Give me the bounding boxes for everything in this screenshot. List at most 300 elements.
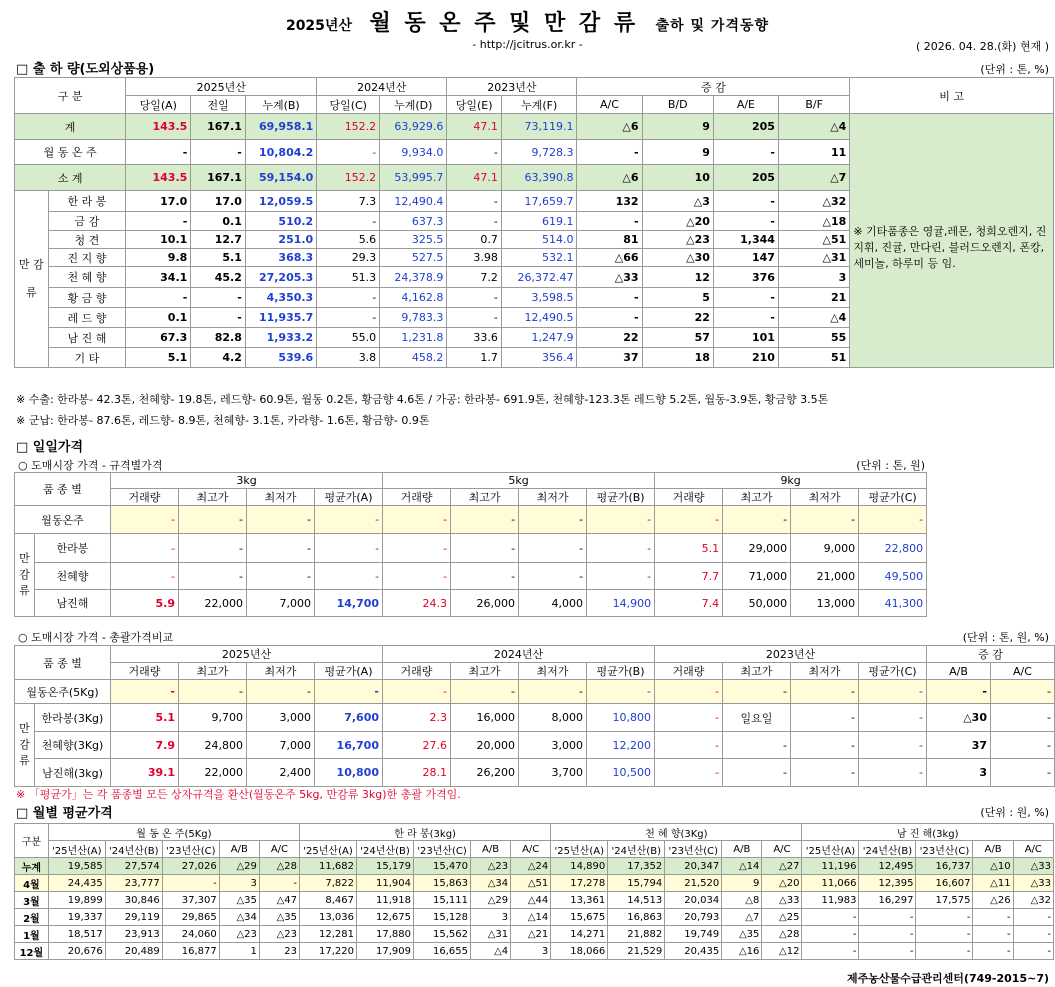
column-header: A/E	[713, 96, 778, 114]
table-cell: 21	[778, 288, 849, 308]
table-cell: 5.9	[111, 590, 179, 617]
column-header: 최저가	[791, 663, 859, 680]
col-hallabong: 한 라 봉(3kg)	[300, 824, 551, 841]
table-cell: 57	[642, 328, 713, 348]
table-cell: -	[315, 534, 383, 563]
table-cell: -	[791, 506, 859, 534]
table-cell: -	[111, 680, 179, 704]
table-cell: 12,490.4	[380, 191, 447, 212]
table-cell: -	[519, 506, 587, 534]
row-label: 12월	[15, 943, 49, 960]
table-cell: 19,337	[48, 909, 105, 926]
table-cell: 0.1	[191, 212, 246, 231]
table-cell: 50,000	[723, 590, 791, 617]
table-cell: 5.1	[191, 249, 246, 267]
table-cell: -	[111, 563, 179, 590]
table-cell: △47	[259, 892, 299, 909]
table-cell: -	[916, 909, 973, 926]
row-label: 한라봉(3Kg)	[35, 704, 111, 732]
table-cell: △12	[762, 943, 802, 960]
table-cell: -	[111, 506, 179, 534]
table-cell: 9,728.3	[501, 140, 577, 165]
column-header: '23년산(C)	[414, 841, 471, 858]
column-header: 거래량	[655, 663, 723, 680]
column-header: 거래량	[111, 489, 179, 506]
table-cell: -	[126, 140, 191, 165]
row-label: 1월	[15, 926, 49, 943]
table-row	[15, 680, 1055, 704]
table-cell: 1	[219, 943, 259, 960]
column-header: A/C	[511, 841, 551, 858]
table-cell: 7.3	[317, 191, 380, 212]
table-cell: 10	[642, 165, 713, 191]
table-cell: 368.3	[245, 249, 316, 267]
table-cell: -	[447, 212, 502, 231]
table-cell: 22,000	[179, 759, 247, 787]
group-label: 만 감 류	[15, 704, 35, 787]
shipment-table	[14, 77, 1054, 368]
table-cell: -	[451, 563, 519, 590]
unit-label: (단위 : 원, %)	[980, 806, 1049, 819]
table-cell: -	[317, 212, 380, 231]
table-cell: 147	[713, 249, 778, 267]
monthly-price-table	[14, 823, 1054, 960]
table-cell: 82.8	[191, 328, 246, 348]
table-cell: 356.4	[501, 348, 577, 368]
table-cell: -	[723, 506, 791, 534]
table-cell: -	[577, 140, 642, 165]
table-cell: -	[859, 506, 927, 534]
table-cell: 21,529	[608, 943, 665, 960]
table-cell: △33	[1013, 858, 1053, 875]
table-cell: 3.8	[317, 348, 380, 368]
table-cell: 23,913	[105, 926, 162, 943]
table-cell: 26,200	[451, 759, 519, 787]
column-header: A/B	[471, 841, 511, 858]
table-cell: 3	[778, 267, 849, 288]
table-cell: -	[802, 943, 859, 960]
table-cell: 20,000	[451, 732, 519, 759]
table-cell: 20,435	[665, 943, 722, 960]
table-cell: 21,520	[665, 875, 722, 892]
row-label: 3월	[15, 892, 49, 909]
table-cell: 3	[511, 943, 551, 960]
table-cell: △4	[778, 308, 849, 328]
col-3kg: 3kg	[111, 473, 383, 489]
table-cell: △35	[722, 926, 762, 943]
table-cell: 20,347	[665, 858, 722, 875]
table-cell: 5	[642, 288, 713, 308]
table-cell: 17,880	[357, 926, 414, 943]
table-row	[15, 875, 1054, 892]
table-cell: -	[111, 534, 179, 563]
table-cell: 132	[577, 191, 642, 212]
table-cell: 0.7	[447, 231, 502, 249]
table-cell: 10,800	[315, 759, 383, 787]
table-cell: 1,344	[713, 231, 778, 249]
table-cell: 47.1	[447, 114, 502, 140]
table-cell: 514.0	[501, 231, 577, 249]
col-gubun: 구분	[15, 824, 49, 858]
table-cell: 637.3	[380, 212, 447, 231]
table-cell: △30	[642, 249, 713, 267]
table-row	[15, 590, 927, 617]
table-cell: △27	[762, 858, 802, 875]
col-2024: 2024년산	[383, 646, 655, 663]
column-header: '25년산(A)	[300, 841, 357, 858]
row-label: 남 진 해	[48, 328, 126, 348]
table-cell: 15,794	[608, 875, 665, 892]
row-label: 한 라 봉	[48, 191, 126, 212]
table-cell: 13,361	[551, 892, 608, 909]
note-export: ※ 수출: 한라봉- 42.3톤, 천혜향- 19.8톤, 레드향- 60.9톤, 월동 0.2톤, 황금향 4.6톤 / 가공: 한라봉- 691.9톤, 천혜향-123.3톤 레드향 5.2톤, 월동-3.9톤, 황금향 3.5톤	[16, 393, 829, 406]
col-remark: 비 고	[850, 78, 1054, 114]
table-row	[15, 114, 1054, 140]
group-label: 만 감 류	[15, 191, 49, 368]
title-main: 월 동 온 주 및 만 감 류	[369, 11, 639, 36]
table-cell: 8,000	[519, 704, 587, 732]
table-cell: 14,271	[551, 926, 608, 943]
column-header: '24년산(B)	[357, 841, 414, 858]
table-cell: -	[383, 563, 451, 590]
table-cell: 1,933.2	[245, 328, 316, 348]
table-cell: 539.6	[245, 348, 316, 368]
table-cell: 33.6	[447, 328, 502, 348]
unit-label: (단위 : 톤, 원, %)	[962, 631, 1049, 644]
table-cell: △34	[471, 875, 511, 892]
table-cell: -	[859, 704, 927, 732]
column-header: '24년산(B)	[859, 841, 916, 858]
col-2023: 2023년산	[447, 78, 577, 96]
note-military: ※ 군납: 한라봉- 87.6톤, 레드향- 8.9톤, 천혜향- 3.1톤, 카라향- 1.6톤, 황금향- 0.9톤	[16, 414, 430, 427]
row-label: 2월	[15, 909, 49, 926]
table-cell: △11	[973, 875, 1013, 892]
col-2023: 2023년산	[655, 646, 927, 663]
table-cell: 일요일	[723, 704, 791, 732]
table-cell: 4,350.3	[245, 288, 316, 308]
table-cell: △23	[219, 926, 259, 943]
column-header: 누계(B)	[245, 96, 316, 114]
table-cell: △51	[511, 875, 551, 892]
table-cell: 18	[642, 348, 713, 368]
table-cell: 11,983	[802, 892, 859, 909]
table-cell: -	[126, 212, 191, 231]
column-header: 당일(E)	[447, 96, 502, 114]
table-cell: 18,066	[551, 943, 608, 960]
table-cell: -	[991, 704, 1055, 732]
table-cell: 15,675	[551, 909, 608, 926]
column-header: A/C	[762, 841, 802, 858]
column-header: A/C	[259, 841, 299, 858]
note-average-price: ※ 「평균가」는 각 품종별 모든 상자규격을 환산(월동온주 5kg, 만감류 3kg)한 총괄 가격임.	[16, 788, 461, 801]
row-label: 소 계	[15, 165, 126, 191]
table-cell: -	[317, 140, 380, 165]
table-cell: 16,655	[414, 943, 471, 960]
table-cell: -	[179, 534, 247, 563]
table-cell: 251.0	[245, 231, 316, 249]
table-cell: 23	[259, 943, 299, 960]
table-cell: 20,676	[48, 943, 105, 960]
col-change: 증 감	[927, 646, 1055, 663]
row-label: 월동온주(5Kg)	[15, 680, 111, 704]
section-title-daily: □ 일일가격	[16, 440, 84, 455]
table-cell: 22	[577, 328, 642, 348]
table-cell: -	[859, 943, 916, 960]
table-cell: -	[577, 212, 642, 231]
table-cell: 11,935.7	[245, 308, 316, 328]
table-cell: △35	[259, 909, 299, 926]
table-cell: 8,467	[300, 892, 357, 909]
table-cell: -	[927, 680, 991, 704]
table-cell: -	[723, 680, 791, 704]
table-cell: 17.0	[191, 191, 246, 212]
table-cell: 3	[219, 875, 259, 892]
row-label: 월동온주	[15, 506, 111, 534]
table-cell: △29	[471, 892, 511, 909]
column-header: A/C	[577, 96, 642, 114]
table-cell: -	[519, 534, 587, 563]
table-cell: △31	[778, 249, 849, 267]
table-cell: 14,700	[315, 590, 383, 617]
footer-org: 제주농산물수급관리센터(749-2015~7)	[847, 972, 1049, 985]
daily-price-table	[14, 472, 927, 617]
table-cell: 24,800	[179, 732, 247, 759]
col-namjinhae: 남 진 해(3kg)	[802, 824, 1054, 841]
table-cell: 29,865	[162, 909, 219, 926]
col-2025: 2025년산	[111, 646, 383, 663]
table-cell: 24,378.9	[380, 267, 447, 288]
table-cell: 16,863	[608, 909, 665, 926]
table-cell: 19,749	[665, 926, 722, 943]
table-cell: △32	[1013, 892, 1053, 909]
table-cell: -	[655, 759, 723, 787]
table-cell: -	[713, 191, 778, 212]
table-cell: 12,200	[587, 732, 655, 759]
column-header: 거래량	[383, 489, 451, 506]
column-header: 평균가(C)	[859, 663, 927, 680]
column-header: 최고가	[723, 663, 791, 680]
column-header: 최저가	[247, 489, 315, 506]
table-cell: 5.1	[111, 704, 179, 732]
column-header: '23년산(C)	[162, 841, 219, 858]
table-cell: 1,231.8	[380, 328, 447, 348]
table-cell: 15,562	[414, 926, 471, 943]
table-cell: 28.1	[383, 759, 451, 787]
site-url[interactable]: - http://jcitrus.or.kr -	[472, 38, 583, 51]
table-cell: 29.3	[317, 249, 380, 267]
table-cell: 0.1	[126, 308, 191, 328]
column-header: A/B	[219, 841, 259, 858]
table-cell: 9	[642, 140, 713, 165]
table-cell: △4	[471, 943, 511, 960]
table-cell: -	[802, 926, 859, 943]
table-cell: -	[713, 288, 778, 308]
table-cell: 12,490.5	[501, 308, 577, 328]
table-cell: 11,904	[357, 875, 414, 892]
table-cell: 20,489	[105, 943, 162, 960]
row-label: 천 혜 향	[48, 267, 126, 288]
subsection-overall-price: ○ 도매시장 가격 - 총괄가격비교	[18, 631, 174, 644]
table-cell: 15,470	[414, 858, 471, 875]
table-cell: -	[179, 506, 247, 534]
col-2025: 2025년산	[126, 78, 317, 96]
table-cell: 24,060	[162, 926, 219, 943]
table-cell: △32	[778, 191, 849, 212]
table-cell: 39.1	[111, 759, 179, 787]
table-cell: 20,034	[665, 892, 722, 909]
table-cell: 37	[577, 348, 642, 368]
table-cell: -	[179, 563, 247, 590]
table-cell: 9,934.0	[380, 140, 447, 165]
column-header: 최고가	[451, 489, 519, 506]
table-cell: -	[451, 506, 519, 534]
table-cell: 7,000	[247, 732, 315, 759]
table-row	[15, 563, 927, 590]
column-header: 당일(A)	[126, 96, 191, 114]
table-cell: 376	[713, 267, 778, 288]
table-cell: 26,000	[451, 590, 519, 617]
table-cell: -	[519, 563, 587, 590]
col-gubun: 구 분	[15, 78, 126, 114]
table-cell: -	[519, 680, 587, 704]
table-cell: 13,036	[300, 909, 357, 926]
table-cell: 3,000	[519, 732, 587, 759]
column-header: A/C	[991, 663, 1055, 680]
column-header: 최고가	[179, 663, 247, 680]
column-header: 평균가(A)	[315, 489, 383, 506]
table-cell: -	[791, 680, 859, 704]
table-cell: 4.2	[191, 348, 246, 368]
table-cell: 10.1	[126, 231, 191, 249]
column-header: '25년산(A)	[802, 841, 859, 858]
table-row	[15, 909, 1054, 926]
table-row	[15, 704, 1055, 732]
table-cell: △8	[722, 892, 762, 909]
column-header: A/B	[973, 841, 1013, 858]
table-cell: 15,128	[414, 909, 471, 926]
title-year: 2025년산	[285, 18, 352, 34]
column-header: 당일(C)	[317, 96, 380, 114]
table-cell: -	[126, 288, 191, 308]
table-cell: -	[447, 288, 502, 308]
row-label: 기 타	[48, 348, 126, 368]
table-cell: △31	[471, 926, 511, 943]
table-cell: -	[577, 308, 642, 328]
column-header: 최고가	[723, 489, 791, 506]
table-cell: 21,882	[608, 926, 665, 943]
column-header: 최고가	[451, 663, 519, 680]
table-cell: 41,300	[859, 590, 927, 617]
table-cell: -	[577, 288, 642, 308]
table-cell: 16,297	[859, 892, 916, 909]
table-cell: -	[259, 875, 299, 892]
table-cell: 29,119	[105, 909, 162, 926]
table-cell: 47.1	[447, 165, 502, 191]
table-cell: -	[317, 308, 380, 328]
table-cell: 16,607	[916, 875, 973, 892]
table-cell: -	[191, 288, 246, 308]
table-cell: 29,000	[723, 534, 791, 563]
table-cell: -	[1013, 909, 1053, 926]
table-cell: △34	[219, 909, 259, 926]
col-9kg: 9kg	[655, 473, 927, 489]
row-label: 월 동 온 주	[15, 140, 126, 165]
table-cell: -	[247, 506, 315, 534]
col-cheonhyehyang: 천 혜 향(3Kg)	[551, 824, 802, 841]
table-cell: -	[973, 926, 1013, 943]
table-cell: 12.7	[191, 231, 246, 249]
row-label: 남진해(3kg)	[35, 759, 111, 787]
table-cell: 9	[722, 875, 762, 892]
table-cell: 2,400	[247, 759, 315, 787]
column-header: 평균가(B)	[587, 663, 655, 680]
column-header: A/B	[722, 841, 762, 858]
row-label: 누계	[15, 858, 49, 875]
table-cell: 22	[642, 308, 713, 328]
table-cell: -	[791, 732, 859, 759]
table-cell: 19,585	[48, 858, 105, 875]
column-header: 거래량	[111, 663, 179, 680]
col-winter-citrus: 월 동 온 주(5Kg)	[48, 824, 299, 841]
table-cell: -	[791, 759, 859, 787]
table-cell: 11,682	[300, 858, 357, 875]
table-cell: 16,700	[315, 732, 383, 759]
table-cell: 10,804.2	[245, 140, 316, 165]
table-cell: 7.4	[655, 590, 723, 617]
table-cell: 17,659.7	[501, 191, 577, 212]
table-cell: 167.1	[191, 165, 246, 191]
table-cell: 11,196	[802, 858, 859, 875]
column-header: 평균가(B)	[587, 489, 655, 506]
table-cell: -	[713, 212, 778, 231]
table-cell: 5.1	[655, 534, 723, 563]
table-cell: △29	[219, 858, 259, 875]
table-cell: -	[973, 909, 1013, 926]
table-cell: -	[451, 534, 519, 563]
unit-label: (단위 : 톤, %)	[980, 63, 1049, 76]
row-label: 레 드 향	[48, 308, 126, 328]
table-cell: 21,000	[791, 563, 859, 590]
table-cell: 9,700	[179, 704, 247, 732]
table-cell: 11,066	[802, 875, 859, 892]
table-cell: △24	[511, 858, 551, 875]
table-cell: -	[1013, 926, 1053, 943]
table-cell: 23,777	[105, 875, 162, 892]
table-cell: 27,026	[162, 858, 219, 875]
table-cell: -	[859, 732, 927, 759]
table-cell: 3	[927, 759, 991, 787]
table-cell: △7	[722, 909, 762, 926]
table-cell: △23	[642, 231, 713, 249]
table-cell: -	[451, 680, 519, 704]
table-cell: 59,154.0	[245, 165, 316, 191]
table-cell: 53,995.7	[380, 165, 447, 191]
table-row	[15, 534, 927, 563]
table-cell: 12,281	[300, 926, 357, 943]
column-header: 거래량	[655, 489, 723, 506]
table-cell: 7.9	[111, 732, 179, 759]
table-cell: △6	[577, 165, 642, 191]
table-cell: -	[802, 909, 859, 926]
table-cell: -	[447, 308, 502, 328]
table-cell: △33	[577, 267, 642, 288]
table-cell: 14,890	[551, 858, 608, 875]
table-cell: -	[179, 680, 247, 704]
table-cell: △44	[511, 892, 551, 909]
table-row	[15, 759, 1055, 787]
table-cell: -	[317, 288, 380, 308]
table-row	[15, 926, 1054, 943]
